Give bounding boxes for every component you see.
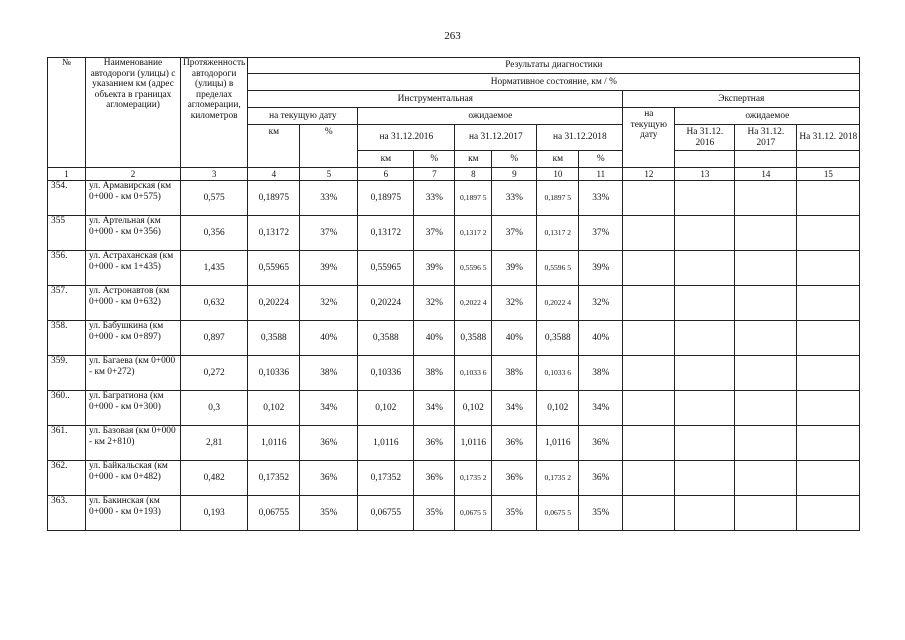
cell-c11: 32% — [579, 286, 623, 321]
header-expert-current: на текущую дату — [623, 108, 675, 168]
table-row — [48, 426, 860, 461]
cell-empty — [675, 391, 735, 426]
cell-empty — [797, 356, 860, 391]
cell-c4: 0,102 — [248, 391, 300, 426]
cell-c5: 33% — [300, 181, 358, 216]
table-body — [48, 181, 860, 531]
cell-empty — [675, 321, 735, 356]
cell-c8: 0,1897 5 — [455, 181, 492, 216]
cell-num: 362. — [48, 461, 86, 496]
diagnostics-table — [47, 57, 860, 531]
cell-c4: 0,55965 — [248, 251, 300, 286]
column-index-cell: 8 — [455, 168, 492, 181]
column-index-cell: 6 — [358, 168, 414, 181]
cell-name: ул. Астронавтов (км 0+000 - км 0+632) — [86, 286, 181, 321]
cell-empty — [735, 181, 797, 216]
column-index-cell: 14 — [735, 168, 797, 181]
header-pct: % — [492, 151, 537, 168]
cell-num: 363. — [48, 496, 86, 531]
cell-c7: 36% — [414, 426, 455, 461]
column-index-cell: 4 — [248, 168, 300, 181]
cell-empty — [675, 356, 735, 391]
cell-c8: 0,102 — [455, 391, 492, 426]
cell-empty — [675, 181, 735, 216]
cell-empty — [675, 461, 735, 496]
cell-empty — [797, 496, 860, 531]
cell-c9: 38% — [492, 356, 537, 391]
cell-name: ул. Бакинская (км 0+000 - км 0+193) — [86, 496, 181, 531]
cell-empty — [797, 216, 860, 251]
cell-name: ул. Бабушкина (км 0+000 - км 0+897) — [86, 321, 181, 356]
cell-c8: 0,1317 2 — [455, 216, 492, 251]
table-row — [48, 251, 860, 286]
cell-empty — [623, 426, 675, 461]
header-road-name: Наименование автодороги (улицы) с указанием км (адрес объекта в границах агломерации) — [86, 58, 181, 168]
cell-num: 359. — [48, 356, 86, 391]
header-date-2016: на 31.12.2016 — [358, 125, 455, 151]
cell-c11: 37% — [579, 216, 623, 251]
cell-c6: 0,18975 — [358, 181, 414, 216]
cell-empty — [623, 181, 675, 216]
column-index-cell: 12 — [623, 168, 675, 181]
cell-empty — [623, 321, 675, 356]
cell-c9: 36% — [492, 426, 537, 461]
cell-empty — [623, 286, 675, 321]
header-expert-expected: ожидаемое — [675, 108, 860, 125]
cell-empty — [735, 426, 797, 461]
cell-length: 0,3 — [181, 391, 248, 426]
cell-length: 0,575 — [181, 181, 248, 216]
cell-empty — [797, 461, 860, 496]
cell-c9: 34% — [492, 391, 537, 426]
cell-c11: 35% — [579, 496, 623, 531]
header-km: км — [358, 151, 414, 168]
cell-empty — [797, 286, 860, 321]
cell-name: ул. Багаева (км 0+000 - км 0+272) — [86, 356, 181, 391]
cell-c5: 39% — [300, 251, 358, 286]
header-pct: % — [579, 151, 623, 168]
cell-length: 1,435 — [181, 251, 248, 286]
cell-num: 358. — [48, 321, 86, 356]
cell-c7: 38% — [414, 356, 455, 391]
cell-empty — [675, 251, 735, 286]
cell-empty — [623, 356, 675, 391]
header-km: км — [537, 151, 579, 168]
header-current-date: на текущую дату — [248, 108, 358, 125]
header-date-2018: на 31.12.2018 — [537, 125, 623, 151]
table-row — [48, 461, 860, 496]
header-num: № — [48, 58, 86, 168]
cell-c7: 35% — [414, 496, 455, 531]
cell-c6: 0,13172 — [358, 216, 414, 251]
cell-c6: 0,17352 — [358, 461, 414, 496]
cell-empty — [735, 496, 797, 531]
cell-c6: 0,06755 — [358, 496, 414, 531]
cell-empty — [797, 181, 860, 216]
cell-c8: 0,1033 6 — [455, 356, 492, 391]
cell-empty — [735, 321, 797, 356]
table-row — [48, 216, 860, 251]
header-length: Протяженность автодороги (улицы) в пределах агломерации, километров — [181, 58, 248, 168]
cell-num: 357. — [48, 286, 86, 321]
cell-empty — [797, 251, 860, 286]
cell-num: 360.. — [48, 391, 86, 426]
column-index-cell: 15 — [797, 168, 860, 181]
header-instrumental: Инструментальная — [248, 91, 623, 108]
header-expert-2017: На 31.12. 2017 — [735, 125, 797, 151]
cell-c5: 36% — [300, 461, 358, 496]
cell-c4: 0,3588 — [248, 321, 300, 356]
cell-c6: 0,55965 — [358, 251, 414, 286]
cell-c10: 0,1033 6 — [537, 356, 579, 391]
column-index-cell: 3 — [181, 168, 248, 181]
cell-num: 355 — [48, 216, 86, 251]
table-row — [48, 496, 860, 531]
cell-name: ул. Армавирская (км 0+000 - км 0+575) — [86, 181, 181, 216]
cell-c11: 33% — [579, 181, 623, 216]
cell-c5: 32% — [300, 286, 358, 321]
cell-length: 0,632 — [181, 286, 248, 321]
header-pct: % — [414, 151, 455, 168]
cell-c4: 0,20224 — [248, 286, 300, 321]
header-date-2017: на 31.12.2017 — [455, 125, 537, 151]
column-index-row — [48, 168, 860, 181]
cell-c5: 35% — [300, 496, 358, 531]
header-expected: ожидаемое — [358, 108, 623, 125]
cell-c7: 34% — [414, 391, 455, 426]
cell-c8: 0,2022 4 — [455, 286, 492, 321]
cell-c6: 0,3588 — [358, 321, 414, 356]
cell-empty — [735, 356, 797, 391]
cell-empty — [735, 251, 797, 286]
header-empty — [797, 151, 860, 168]
cell-c4: 0,13172 — [248, 216, 300, 251]
cell-c10: 0,1897 5 — [537, 181, 579, 216]
cell-c11: 34% — [579, 391, 623, 426]
cell-c10: 0,0675 5 — [537, 496, 579, 531]
table-header — [48, 58, 860, 168]
header-km: км — [248, 125, 300, 168]
header-normative: Нормативное состояние, км / % — [248, 74, 860, 91]
cell-empty — [797, 426, 860, 461]
cell-name: ул. Астраханская (км 0+000 - км 1+435) — [86, 251, 181, 286]
cell-c6: 0,102 — [358, 391, 414, 426]
cell-name: ул. Базовая (км 0+000 - км 2+810) — [86, 426, 181, 461]
cell-c7: 33% — [414, 181, 455, 216]
cell-c8: 0,5596 5 — [455, 251, 492, 286]
cell-c7: 37% — [414, 216, 455, 251]
cell-empty — [735, 391, 797, 426]
cell-empty — [623, 461, 675, 496]
cell-c7: 40% — [414, 321, 455, 356]
column-index-cell: 2 — [86, 168, 181, 181]
cell-c4: 0,17352 — [248, 461, 300, 496]
cell-c9: 40% — [492, 321, 537, 356]
cell-c8: 0,0675 5 — [455, 496, 492, 531]
cell-name: ул. Багратиона (км 0+000 - км 0+300) — [86, 391, 181, 426]
cell-c9: 39% — [492, 251, 537, 286]
cell-length: 0,193 — [181, 496, 248, 531]
column-index-cell: 5 — [300, 168, 358, 181]
cell-c10: 0,1735 2 — [537, 461, 579, 496]
column-index-cell: 11 — [579, 168, 623, 181]
cell-c9: 32% — [492, 286, 537, 321]
cell-name: ул. Артельная (км 0+000 - км 0+356) — [86, 216, 181, 251]
cell-empty — [735, 286, 797, 321]
cell-c5: 37% — [300, 216, 358, 251]
header-expert-2018: На 31.12. 2018 — [797, 125, 860, 151]
cell-empty — [797, 321, 860, 356]
cell-c9: 36% — [492, 461, 537, 496]
cell-c8: 0,3588 — [455, 321, 492, 356]
cell-c7: 39% — [414, 251, 455, 286]
column-index-cell: 9 — [492, 168, 537, 181]
cell-c10: 0,2022 4 — [537, 286, 579, 321]
cell-length: 0,356 — [181, 216, 248, 251]
column-index-cell: 1 — [48, 168, 86, 181]
cell-c10: 0,102 — [537, 391, 579, 426]
cell-c4: 0,06755 — [248, 496, 300, 531]
cell-c8: 1,0116 — [455, 426, 492, 461]
table-row — [48, 321, 860, 356]
cell-empty — [675, 496, 735, 531]
cell-c4: 0,18975 — [248, 181, 300, 216]
cell-num: 361. — [48, 426, 86, 461]
table-row — [48, 356, 860, 391]
cell-c11: 38% — [579, 356, 623, 391]
cell-empty — [797, 391, 860, 426]
cell-c7: 32% — [414, 286, 455, 321]
cell-empty — [623, 216, 675, 251]
header-empty — [675, 151, 735, 168]
cell-c10: 0,5596 5 — [537, 251, 579, 286]
header-pct: % — [300, 125, 358, 168]
cell-num: 354. — [48, 181, 86, 216]
table-row — [48, 286, 860, 321]
cell-length: 2,81 — [181, 426, 248, 461]
cell-length: 0,272 — [181, 356, 248, 391]
cell-c9: 35% — [492, 496, 537, 531]
cell-c9: 33% — [492, 181, 537, 216]
header-results: Результаты диагностики — [248, 58, 860, 74]
cell-c11: 40% — [579, 321, 623, 356]
cell-empty — [735, 461, 797, 496]
cell-c11: 39% — [579, 251, 623, 286]
cell-empty — [623, 496, 675, 531]
cell-c5: 40% — [300, 321, 358, 356]
header-expert: Экспертная — [623, 91, 860, 108]
column-index-row — [48, 168, 860, 181]
cell-c10: 0,1317 2 — [537, 216, 579, 251]
cell-c10: 1,0116 — [537, 426, 579, 461]
column-index-cell: 10 — [537, 168, 579, 181]
cell-length: 0,897 — [181, 321, 248, 356]
table-row — [48, 391, 860, 426]
cell-c8: 0,1735 2 — [455, 461, 492, 496]
cell-empty — [735, 216, 797, 251]
column-index-cell: 13 — [675, 168, 735, 181]
cell-c4: 0,10336 — [248, 356, 300, 391]
cell-c11: 36% — [579, 426, 623, 461]
cell-c9: 37% — [492, 216, 537, 251]
cell-c4: 1,0116 — [248, 426, 300, 461]
column-index-cell: 7 — [414, 168, 455, 181]
cell-num: 356. — [48, 251, 86, 286]
header-km: км — [455, 151, 492, 168]
cell-c10: 0,3588 — [537, 321, 579, 356]
cell-length: 0,482 — [181, 461, 248, 496]
table-row — [48, 181, 860, 216]
cell-c6: 0,10336 — [358, 356, 414, 391]
cell-empty — [675, 286, 735, 321]
header-empty — [735, 151, 797, 168]
cell-empty — [675, 426, 735, 461]
cell-c6: 1,0116 — [358, 426, 414, 461]
header-expert-2016: На 31.12. 2016 — [675, 125, 735, 151]
cell-c5: 34% — [300, 391, 358, 426]
cell-c6: 0,20224 — [358, 286, 414, 321]
cell-c11: 36% — [579, 461, 623, 496]
cell-empty — [623, 251, 675, 286]
page-number: 263 — [444, 30, 461, 42]
cell-empty — [675, 216, 735, 251]
cell-name: ул. Байкальская (км 0+000 - км 0+482) — [86, 461, 181, 496]
cell-c5: 38% — [300, 356, 358, 391]
cell-c7: 36% — [414, 461, 455, 496]
cell-empty — [623, 391, 675, 426]
cell-c5: 36% — [300, 426, 358, 461]
